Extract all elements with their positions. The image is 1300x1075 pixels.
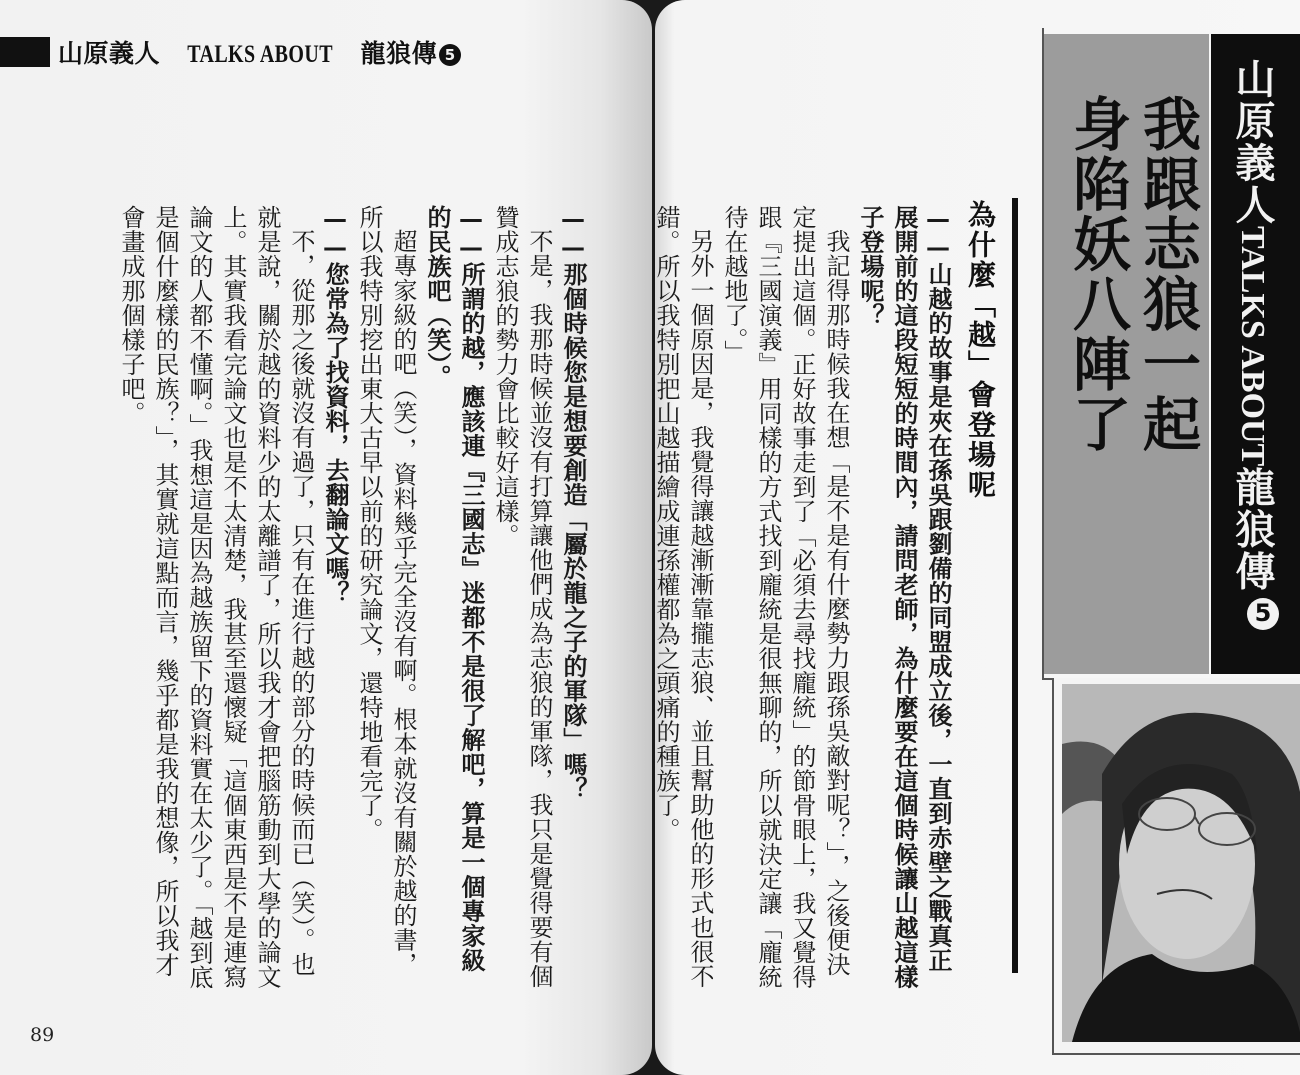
running-header xyxy=(0,35,461,69)
banner-series: 龍狼傳 xyxy=(1229,466,1275,593)
interview-answer: 我記得那時候我在想「是不是有什麼勢力跟孫吳敵對呢？」，之後便決定提出這個。正好故事走到了「必須去尋找龐統」的節骨眼上，我又覺得跟『三國演義』用同樣的方式找到龐統是很無聊的，所以就決定讓「龐統待在越地了。」 xyxy=(720,205,850,989)
header-series: 龍狼傳 xyxy=(360,39,438,68)
interview-question: ——您常為了找資料，去翻論文嗎？ xyxy=(321,205,349,605)
author-photo xyxy=(1062,684,1300,1042)
header-author: 山原義人 xyxy=(58,39,161,68)
header-black-bar xyxy=(0,37,50,67)
banner-volume-badge: 5 xyxy=(1249,599,1277,630)
interview-answer: 另外一個原因是，我覺得讓越漸漸靠攏志狼、並且幫助他的形式也很不錯。所以我特別把山越描繪成連孫權都為之頭痛的種族了。 xyxy=(652,205,714,989)
interview-answer: 不，從那之後就沒有過了，只有在進行越的部分的時候而已（笑）。也就是說，關於越的資料少的太離譜了，所以我才會把腦筋動到大學的論文上。其實我看完論文也是不太清楚，我甚至還懷疑「這個東西是不是連寫論文的人都不懂啊。」我想這是因為越族留下的資料實在太少了。「越到底是個什麼樣的民族？」，其實就這點而言，幾乎都是我的想像，所以我才會畫成那個樣子吧。 xyxy=(117,205,315,990)
banner-author: 山原義人 xyxy=(1229,58,1275,226)
volume-badge: 5 xyxy=(439,44,461,66)
headline-panel xyxy=(1044,34,1209,674)
section-title: 為什麼「越」會登場呢 xyxy=(964,200,997,500)
banner-talks-about: TALKS ABOUT xyxy=(1234,226,1271,467)
interview-answer: 不是，我那時候並沒有打算讓他們成為志狼的軍隊，我只是覺得要有個贊成志狼的勢力會比較好這樣。 xyxy=(491,205,553,989)
portrait-image-icon xyxy=(1062,684,1300,1042)
title-box xyxy=(1042,28,1300,680)
interview-answer: 超專家級的吧（笑），資料幾乎完全沒有啊。根本就沒有關於越的書，所以我特別挖出東大古早以前的研究論文，還特地看完了。 xyxy=(355,205,417,977)
header-talks-about: TALKS ABOUT xyxy=(187,41,334,68)
interview-question: ——山越的故事是夾在孫吳跟劉備的同盟成立後，一直到赤壁之戰真正展開前的這段短短的時間內，請問老師，為什麼要在這個時候讓山越這樣子登場呢？ xyxy=(856,205,952,989)
headline xyxy=(1062,94,1202,454)
interview-question: ——所謂的越，應該連『三國志』迷都不是很了解吧，算是一個專家級的民族吧（笑）。 xyxy=(423,205,485,973)
series-banner-text xyxy=(1224,58,1281,630)
left-body-text xyxy=(100,205,590,995)
page-number: 89 xyxy=(30,1024,55,1046)
headline-line-1: 我跟志狼一起 xyxy=(1133,94,1201,454)
right-body-text xyxy=(652,205,955,995)
author-photo-frame xyxy=(1052,678,1300,1055)
interview-question: ——那個時候您是想要創造「屬於龍之子的軍隊」嗎？ xyxy=(559,205,587,801)
headline-line-2: 身陷妖八陣了 xyxy=(1063,94,1131,454)
section-divider-rule xyxy=(1012,198,1018,973)
